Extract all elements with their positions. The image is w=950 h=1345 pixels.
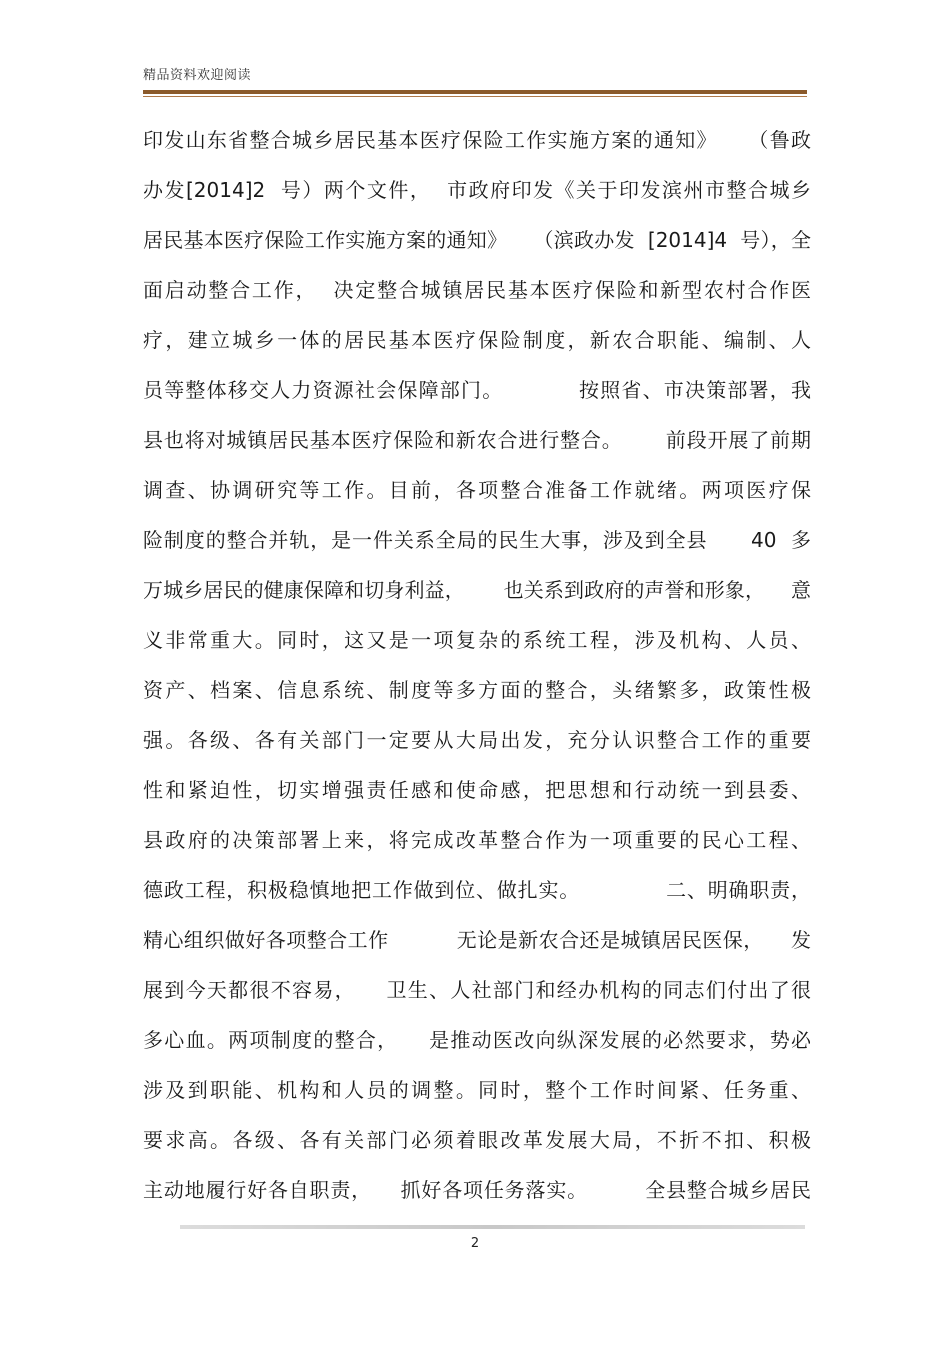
body-line: 居民基本医疗保险工作实施方案的通知》 （滨政办发 [2014]4 号），全 [143, 228, 811, 252]
body-line: 员等整体移交人力资源社会保障部门。 按照省、市决策部署，我 [143, 378, 811, 402]
body-line: 调查、协调研究等工作。目前，各项整合准备工作就绪。两项医疗保 [143, 478, 811, 502]
document-body [143, 120, 811, 1220]
body-line: 办发[2014]2 号）两个文件， 市政府印发《关于印发滨州市整合城乡 [143, 178, 811, 202]
body-line: 县也将对城镇居民基本医疗保险和新农合进行整合。 前段开展了前期 [143, 428, 811, 452]
body-line: 资产、档案、信息系统、制度等多方面的整合，头绪繁多，政策性极 [143, 678, 811, 702]
body-line: 疗，建立城乡一体的居民基本医疗保险制度，新农合职能、编制、人 [143, 328, 811, 352]
header-divider-thin [143, 96, 807, 97]
header-divider [143, 90, 807, 94]
body-line: 展到今天都很不容易， 卫生、人社部门和经办机构的同志们付出了很 [143, 978, 811, 1002]
body-line: 要求高。各级、各有关部门必须着眼改革发展大局，不折不扣、积极 [143, 1128, 811, 1152]
body-line: 强。各级、各有关部门一定要从大局出发，充分认识整合工作的重要 [143, 728, 811, 752]
body-line: 印发山东省整合城乡居民基本医疗保险工作实施方案的通知》 （鲁政 [143, 128, 811, 152]
body-line: 义非常重大。同时，这又是一项复杂的系统工程，涉及机构、人员、 [143, 628, 811, 652]
body-line: 县政府的决策部署上来，将完成改革整合作为一项重要的民心工程、 [143, 828, 811, 852]
footer-divider [180, 1225, 805, 1229]
body-line: 精心组织做好各项整合工作 无论是新农合还是城镇居民医保， 发 [143, 928, 811, 952]
body-line: 主动地履行好各自职责， 抓好各项任务落实。 全县整合城乡居民 [143, 1178, 811, 1202]
body-line: 险制度的整合并轨，是一件关系全局的民生大事，涉及到全县 40 多 [143, 528, 811, 552]
page-header-title: 精品资料欢迎阅读 [143, 68, 252, 83]
body-line: 涉及到职能、机构和人员的调整。同时，整个工作时间紧、任务重、 [143, 1078, 811, 1102]
body-line: 性和紧迫性，切实增强责任感和使命感，把思想和行动统一到县委、 [143, 778, 811, 802]
body-line: 多心血。两项制度的整合， 是推动医改向纵深发展的必然要求，势必 [143, 1028, 811, 1052]
body-line: 万城乡居民的健康保障和切身利益， 也关系到政府的声誉和形象， 意 [143, 578, 811, 602]
body-line: 德政工程，积极稳慎地把工作做到位、做扎实。 二、明确职责， [143, 878, 811, 902]
page-number: 2 [470, 1236, 480, 1251]
body-line: 面启动整合工作， 决定整合城镇居民基本医疗保险和新型农村合作医 [143, 278, 811, 302]
